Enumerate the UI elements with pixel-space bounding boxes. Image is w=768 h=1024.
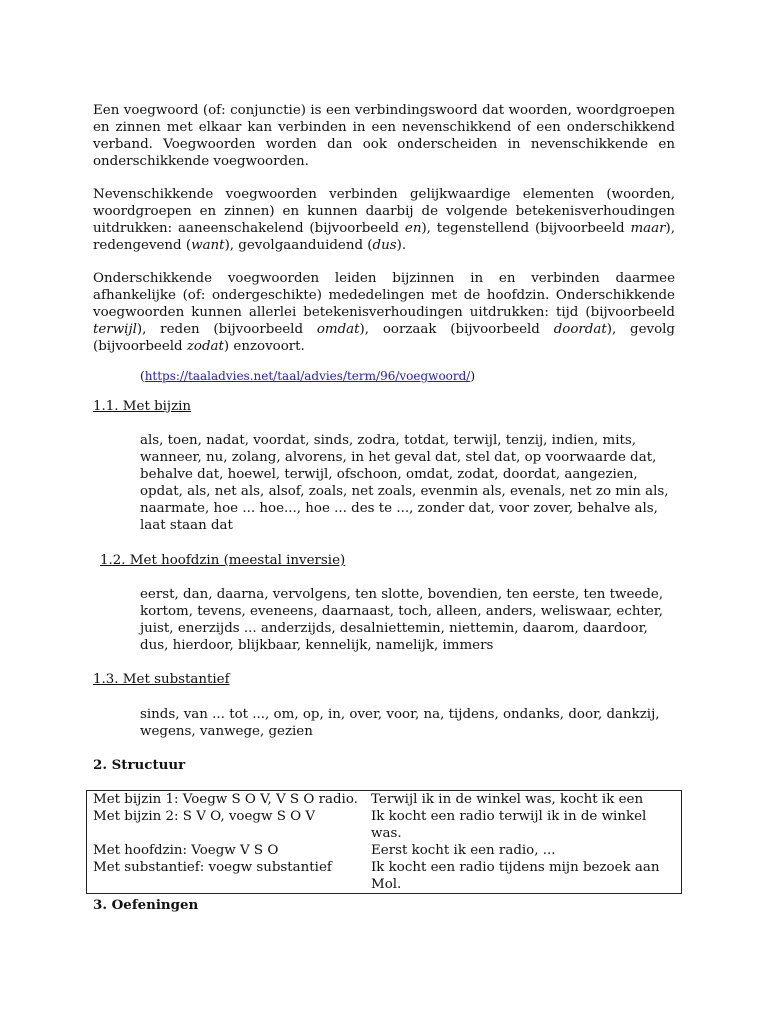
example-dus: dus <box>372 238 397 253</box>
example-maar: maar <box>630 221 666 236</box>
p3-text-1: Onderschikkende voegwoorden leiden bijzinnen in en verbinden daarmee afhankelijke (of: ondergeschikte) mededelingen met de hoofdzin. Onderschikkende voegwoorden kunnen allerlei betekenisverhoudingen uitdrukken: tijd (bijvoorbeeld <box>93 271 675 320</box>
p3-text-3: ), oorzaak (bijvoorbeeld <box>359 322 554 337</box>
p3-text-4: ), gevolg (bijvoorbeeld <box>93 322 675 354</box>
example-omdat: omdat <box>316 322 360 337</box>
p2-text-2: ), tegenstellend (bijvoorbeeld <box>421 221 631 236</box>
heading-met-hoofdzin: 1.2. Met hoofdzin (meestal inversie) <box>100 553 346 568</box>
table-row <box>87 859 682 894</box>
list-met-substantief: sinds, van ... tot ..., om, op, in, over, voor, na, tijdens, ondanks, door, dankzij, wegens, vanwege, gezien <box>140 707 660 739</box>
intro-paragraph-1: Een voegwoord (of: conjunctie) is een verbindingswoord dat woorden, woordgroepen en zinnen met elkaar kan verbinden in een nevenschikkend of een onderschikkend verband. Voegwoorden worden dan ook onderscheiden in nevenschikkende en onderschikkende voegwoorden. <box>93 103 675 169</box>
heading-met-substantief: 1.3. Met substantief <box>93 672 230 687</box>
source-open-paren: ( <box>140 369 145 383</box>
example-terwijl: terwijl <box>93 322 137 337</box>
table-cell-example: Terwijl ik in de winkel was, kocht ik een <box>371 792 644 807</box>
table-cell-structure: Met substantief: voegw substantief <box>93 860 332 875</box>
source-link[interactable]: https://taaladvies.net/taal/advies/term/96/voegwoord/ <box>144 369 471 383</box>
table-cell-structure: Met bijzin 2: S V O, voegw S O V <box>93 809 316 824</box>
list-met-bijzin: als, toen, nadat, voordat, sinds, zodra, totdat, terwijl, tenzij, indien, mits, wanneer, nu, zolang, alvorens, in het geval dat, stel dat, op voorwaarde dat, behalve dat, hoewel, terwijl, ofschoon, omdat, zodat, doordat, aangezien, opdat, als, net als, alsof, zoals, net zoals, evenmin als, evenals, net zo min als, naarmate, hoe ... hoe..., hoe ... des te ..., zonder dat, voor zover, behalve als, laat staan dat <box>140 433 669 533</box>
structure-table <box>86 790 682 894</box>
source-close-paren: ) <box>470 369 476 383</box>
table-cell-structure: Met bijzin 1: Voegw S O V, V S O radio. <box>93 792 358 807</box>
p2-text-4: ), gevolgaanduidend ( <box>224 238 373 253</box>
p2-text-1: Nevenschikkende voegwoorden verbinden gelijkwaardige elementen (woorden, woordgroepen en zinnen) en kunnen daarbij de volgende betekenisverhoudingen uitdrukken: aaneenschakelend (bijvoorbeeld <box>93 187 675 236</box>
table-row <box>87 808 682 842</box>
intro-paragraph-3 <box>93 270 675 355</box>
intro-paragraph-2 <box>93 186 675 254</box>
source-citation <box>140 368 475 385</box>
table-cell-example: Ik kocht een radio terwijl ik in de winkel was. <box>371 809 647 841</box>
list-met-hoofdzin: eerst, dan, daarna, vervolgens, ten slotte, bovendien, ten eerste, ten tweede, kortom, tevens, eveneens, daarnaast, toch, alleen, anders, weliswaar, echter, juist, enerzijds ... anderzijds, desalniettemin, niettemin, daarom, daardoor, dus, hierdoor, blijkbaar, kennelijk, namelijk, immers <box>140 587 664 653</box>
p2-text-5: ). <box>396 238 407 253</box>
table-cell-example: Eerst kocht ik een radio, ... <box>371 843 556 858</box>
table-row <box>87 842 682 859</box>
heading-structuur: 2. Structuur <box>93 757 186 773</box>
example-en: en <box>404 221 422 236</box>
p3-text-5: ) enzovoort. <box>223 339 305 354</box>
p3-text-2: ), reden (bijvoorbeeld <box>136 322 317 337</box>
example-want: want <box>191 238 225 253</box>
p2-text-3: ), redengevend ( <box>93 221 676 253</box>
table-cell-example: Ik kocht een radio tijdens mijn bezoek aan Mol. <box>371 860 660 892</box>
heading-met-bijzin: 1.1. Met bijzin <box>93 399 192 414</box>
table-row <box>87 791 682 809</box>
heading-oefeningen: 3. Oefeningen <box>93 897 199 913</box>
example-zodat: zodat <box>186 339 224 354</box>
table-cell-structure: Met hoofdzin: Voegw V S O <box>93 843 279 858</box>
example-doordat: doordat <box>553 322 607 337</box>
